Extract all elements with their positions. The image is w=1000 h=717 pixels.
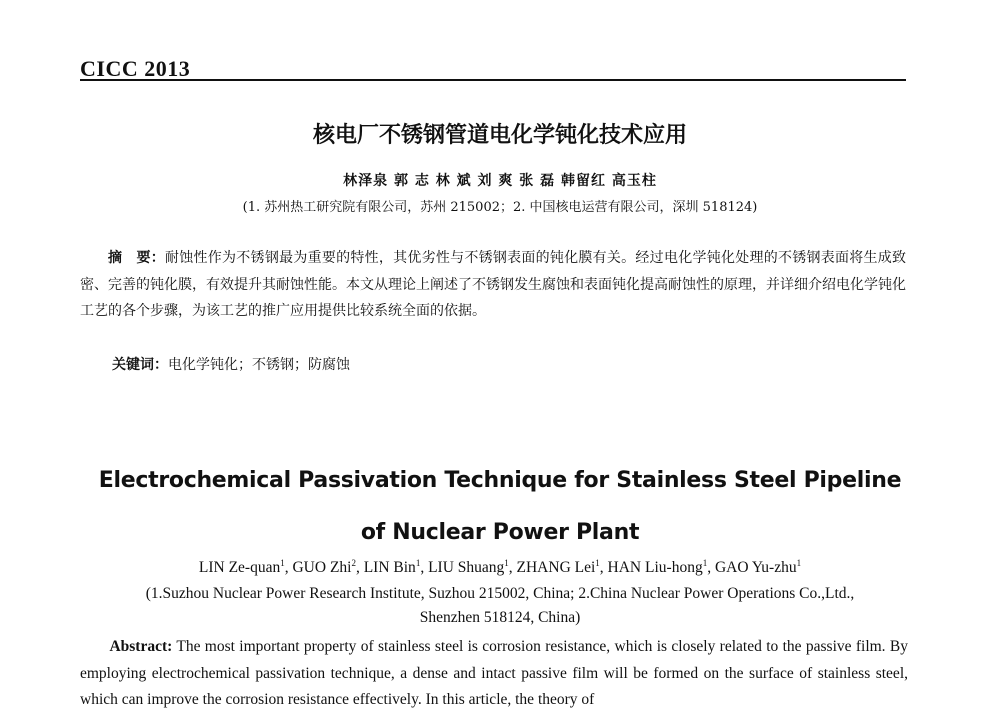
chinese-authors: 林泽泉 郭 志 林 斌 刘 爽 张 磊 韩留红 高玉柱 [343, 173, 657, 189]
chinese-keywords-label: 关键词： [112, 357, 168, 373]
author-affiliation-mark: 2 [351, 558, 356, 568]
author-affiliation-mark: 1 [595, 558, 600, 568]
chinese-abstract [80, 245, 906, 325]
author-name: GUO Zhi [292, 559, 352, 577]
author-affiliation-mark: 1 [702, 558, 708, 568]
english-affiliation-line2: Shenzhen 518124, China) [419, 609, 581, 626]
english-abstract [80, 634, 908, 714]
author-name: LIU Shuang [428, 559, 505, 577]
header-rule [80, 79, 906, 81]
english-title-line1: Electrochemical Passivation Technique for Stainless Steel Pipeline [98, 468, 902, 493]
english-affiliation [60, 582, 940, 630]
author-name: ZHANG Lei [516, 559, 596, 577]
author-name: HAN Liu-hong [607, 559, 703, 577]
english-abstract-label: Abstract: [109, 638, 173, 655]
author-affiliation-mark: 1 [796, 558, 802, 568]
author-name: GAO Yu-zhu [714, 559, 797, 577]
author-name: LIN Bin [363, 559, 416, 577]
chinese-abstract-text: 耐蚀性作为不锈钢最为重要的特性，其优劣性与不锈钢表面的钝化膜有关。经过电化学钝化处理的不锈钢表面将生成致密、完善的钝化膜，有效提升其耐蚀性能。本文从理论上阐述了不锈钢发生腐蚀和表面钝化提高耐蚀性的原理，并详细介绍电化学钝化工艺的各个步骤，为该工艺的推广应用提供比较系统全面的依据。 [80, 250, 907, 319]
chinese-keywords-text: 电化学钝化；不锈钢；防腐蚀 [168, 357, 350, 373]
english-affiliation-line1: (1.Suzhou Nuclear Power Research Institute, Suzhou 215002, China; 2.China Nuclear Power Operations Co.,Ltd., [145, 585, 855, 602]
chinese-keywords [112, 354, 350, 374]
english-title-line2: of Nuclear Power Plant [360, 520, 640, 545]
author-name: LIN Ze-quan [198, 559, 281, 577]
chinese-abstract-label: 摘 要： [108, 250, 166, 266]
author-affiliation-mark: 1 [415, 558, 421, 568]
english-authors: LIN Ze-quan$^1$, GUO Zhi$^2$, LIN Bin$^1$, LIU Shuang$^1$, ZHANG Lei$^1$, HAN Liu-hong$^1$, GAO Yu-zhu$^1$ [198, 558, 802, 577]
english-abstract-text: The most important property of stainless steel is corrosion resistance, which is closely related to the passive film. By employing electrochemical passivation technique, a dense and intact passive film will be formed on the surface of stainless steel, which can improve the corrosion resistance effectively. In this article, the theory of [80, 638, 908, 708]
author-affiliation-mark: 1 [504, 558, 509, 568]
author-affiliation-mark: 1 [280, 558, 285, 568]
conference-header: CICC 2013 [80, 56, 191, 81]
chinese-title: 核电厂不锈钢管道电化学钝化技术应用 [312, 123, 687, 148]
chinese-affiliation: (1. 苏州热工研究院有限公司，苏州 215002；2. 中国核电运营有限公司，深圳 518124) [242, 200, 758, 215]
english-title [0, 455, 1000, 559]
